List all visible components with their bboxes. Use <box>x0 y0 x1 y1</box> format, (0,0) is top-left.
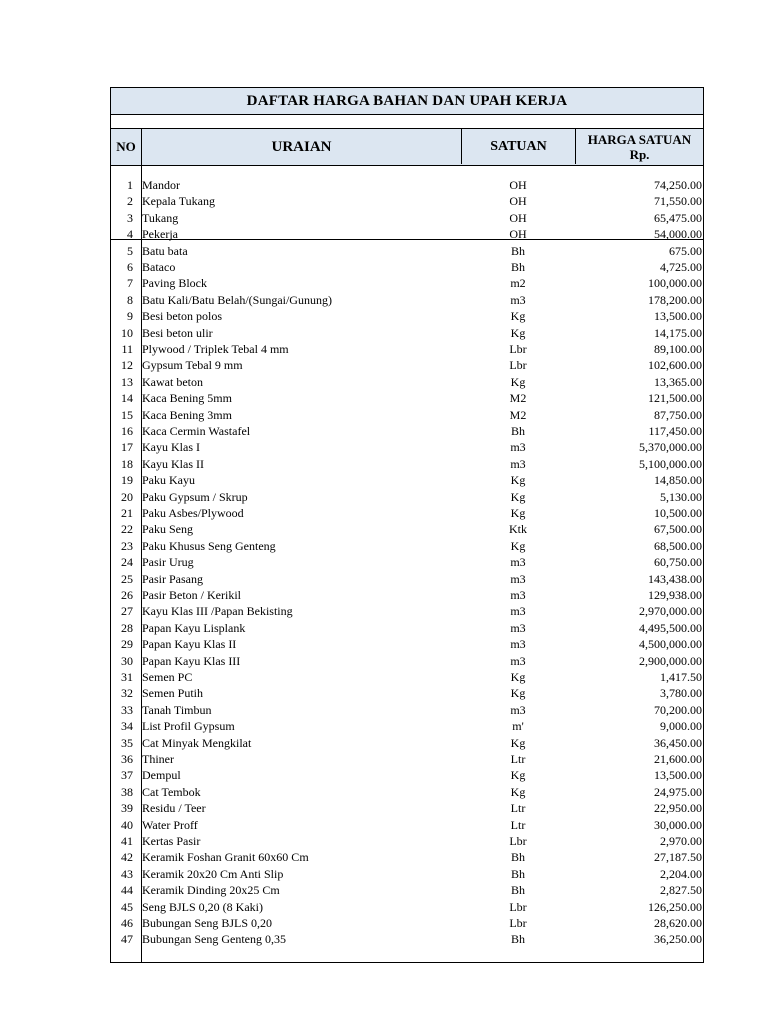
row-unit: Kg <box>510 309 526 324</box>
row-description: Paku Seng <box>142 522 193 537</box>
row-price: 4,725.00 <box>660 260 702 274</box>
row-unit: Kg <box>510 768 526 783</box>
table-row <box>111 259 703 275</box>
table-row <box>111 735 703 751</box>
table-row <box>111 915 703 931</box>
table-row <box>111 571 703 587</box>
table-row <box>111 882 703 898</box>
row-unit: Ltr <box>510 752 526 766</box>
table-row <box>111 357 703 373</box>
table-row <box>111 439 703 455</box>
row-description: Kaca Bening 3mm <box>142 407 232 422</box>
row-description: Batu Kali/Batu Belah/(Sungai/Gunung) <box>142 292 332 307</box>
row-unit: Bh <box>510 883 525 898</box>
row-description: Bubungan Seng BJLS 0,20 <box>142 916 273 930</box>
row-price: 71,550.00 <box>654 194 702 209</box>
row-price: 2,970,000.00 <box>639 604 702 619</box>
row-number: 13 <box>121 374 133 389</box>
row-number: 32 <box>121 686 133 701</box>
row-description: Besi beton polos <box>142 309 222 324</box>
row-unit: m3 <box>510 292 526 307</box>
table-title: DAFTAR HARGA BAHAN DAN UPAH KERJA <box>111 88 703 115</box>
table-row <box>111 800 703 816</box>
row-number: 27 <box>121 604 133 619</box>
row-price: 36,450.00 <box>654 735 702 750</box>
row-number: 17 <box>121 440 133 455</box>
table-row <box>111 636 703 652</box>
row-description: Pasir Urug <box>142 555 194 570</box>
row-description: Seng BJLS 0,20 (8 Kaki) <box>142 899 263 914</box>
row-price: 143,438.00 <box>648 571 702 586</box>
row-number: 21 <box>121 506 133 520</box>
row-price: 100,000.00 <box>648 276 702 291</box>
row-number: 31 <box>121 670 133 684</box>
column-header-no: NO <box>116 139 136 154</box>
row-unit: Bh <box>510 866 525 881</box>
row-number: 18 <box>121 456 133 471</box>
column-divider-unit <box>575 128 576 164</box>
row-description: Papan Kayu Lisplank <box>142 620 246 635</box>
row-number: 20 <box>121 489 133 504</box>
row-number: 36 <box>121 752 133 766</box>
column-header-price-line2: Rp. <box>629 147 650 162</box>
row-number: 41 <box>121 834 133 848</box>
row-description: Water Proff <box>142 817 198 832</box>
row-price: 178,200.00 <box>648 292 702 307</box>
row-description: Residu / Teer <box>142 801 206 816</box>
row-price: 14,850.00 <box>654 473 702 488</box>
row-number: 9 <box>127 309 133 324</box>
table-row <box>111 308 703 324</box>
row-description: Pasir Beton / Kerikil <box>142 588 241 602</box>
table-row <box>111 833 703 849</box>
row-price: 9,000.00 <box>660 719 702 734</box>
column-header-price-line1: HARGA SATUAN <box>587 132 692 147</box>
row-description: Pekerja <box>142 227 178 242</box>
row-unit: m3 <box>510 653 526 668</box>
row-unit: Lbr <box>509 899 527 914</box>
row-price: 2,970.00 <box>660 834 702 848</box>
column-header-description: URAIAN <box>271 138 332 155</box>
table-row <box>111 702 703 718</box>
row-price: 70,200.00 <box>654 702 702 717</box>
row-number: 14 <box>121 391 133 406</box>
row-description: Batu bata <box>142 243 188 258</box>
row-unit: m3 <box>510 440 526 455</box>
row-description: Keramik Dinding 20x25 Cm <box>142 883 280 898</box>
row-price: 5,370,000.00 <box>639 440 702 455</box>
row-unit: m3 <box>510 702 526 717</box>
row-unit: m3 <box>510 620 526 635</box>
table-row <box>111 325 703 341</box>
row-number: 5 <box>127 243 133 258</box>
table-row <box>111 226 703 242</box>
row-description: Pasir Pasang <box>142 571 203 586</box>
row-unit: m3 <box>510 456 526 471</box>
table-row <box>111 390 703 406</box>
table-row <box>111 685 703 701</box>
row-unit: Kg <box>510 325 526 340</box>
row-description: List Profil Gypsum <box>142 719 235 734</box>
table-row <box>111 620 703 636</box>
row-price: 102,600.00 <box>648 358 702 373</box>
row-unit: m3 <box>510 571 526 586</box>
row-description: Kayu Klas I <box>142 440 200 455</box>
table-row <box>111 193 703 209</box>
row-price: 67,500.00 <box>654 522 702 537</box>
row-price: 24,975.00 <box>654 784 702 799</box>
row-price: 1,417.50 <box>660 670 702 684</box>
row-price: 28,620.00 <box>654 916 702 930</box>
row-description: Paku Gypsum / Skrup <box>142 489 248 504</box>
row-price: 30,000.00 <box>654 817 702 832</box>
table-row <box>111 341 703 357</box>
row-description: Thiner <box>142 752 174 766</box>
table-row <box>111 521 703 537</box>
row-price: 3,780.00 <box>660 686 702 701</box>
row-description: Paku Khusus Seng Genteng <box>142 538 276 553</box>
row-unit: Kg <box>510 686 526 701</box>
row-unit: Lbr <box>509 916 527 930</box>
row-price: 60,750.00 <box>654 555 702 570</box>
row-price: 10,500.00 <box>654 506 702 520</box>
row-unit: Kg <box>510 735 526 750</box>
row-number: 3 <box>127 210 133 225</box>
row-number: 39 <box>121 801 133 816</box>
table-row <box>111 767 703 783</box>
row-unit: Kg <box>510 374 526 389</box>
row-price: 4,500,000.00 <box>639 637 702 652</box>
table-row <box>111 423 703 439</box>
column-divider-description <box>461 128 462 164</box>
row-number: 26 <box>121 588 133 602</box>
price-list-table <box>110 87 704 963</box>
table-row <box>111 669 703 685</box>
row-unit: m3 <box>510 604 526 619</box>
row-unit: Bh <box>510 260 525 274</box>
row-description: Besi beton ulir <box>142 325 213 340</box>
table-row <box>111 210 703 226</box>
row-unit: Kg <box>510 784 526 799</box>
row-price: 27,187.50 <box>654 850 702 865</box>
table-row <box>111 653 703 669</box>
row-unit: M2 <box>509 391 527 406</box>
row-unit: Lbr <box>509 358 527 373</box>
row-number: 15 <box>121 407 133 422</box>
row-price: 13,500.00 <box>654 309 702 324</box>
row-unit: OH <box>509 178 527 192</box>
row-number: 34 <box>121 719 133 734</box>
row-unit: OH <box>509 194 527 209</box>
table-row <box>111 718 703 734</box>
table-header-row <box>111 128 703 166</box>
row-description: Tukang <box>142 210 179 225</box>
row-unit: Ltr <box>510 801 526 816</box>
row-unit: Bh <box>510 850 525 865</box>
row-description: Cat Minyak Mengkilat <box>142 735 252 750</box>
row-description: Kaca Cermin Wastafel <box>142 424 251 438</box>
row-price: 121,500.00 <box>648 391 702 406</box>
row-number: 29 <box>121 637 133 652</box>
row-price: 65,475.00 <box>654 210 702 225</box>
row-number: 25 <box>121 571 133 586</box>
table-row <box>111 554 703 570</box>
row-description: Paku Asbes/Plywood <box>142 506 244 520</box>
row-description: Kaca Bening 5mm <box>142 391 232 406</box>
table-row <box>111 275 703 291</box>
row-unit: OH <box>509 210 527 225</box>
row-price: 22,950.00 <box>654 801 702 816</box>
row-unit: Lbr <box>509 834 527 848</box>
row-price: 2,827.50 <box>660 883 702 898</box>
row-price: 21,600.00 <box>654 752 702 766</box>
row-unit: m' <box>512 719 524 734</box>
row-number: 30 <box>121 653 133 668</box>
row-description: Kertas Pasir <box>142 834 201 848</box>
row-unit: m3 <box>510 588 526 602</box>
row-number: 2 <box>127 194 133 209</box>
table-row <box>111 243 703 259</box>
row-description: Keramik 20x20 Cm Anti Slip <box>142 866 284 881</box>
row-number: 44 <box>121 883 133 898</box>
table-row <box>111 849 703 865</box>
row-number: 10 <box>121 325 133 340</box>
table-row <box>111 751 703 767</box>
row-unit: m3 <box>510 637 526 652</box>
table-row <box>111 866 703 882</box>
row-price: 2,204.00 <box>660 866 702 881</box>
column-header-unit: SATUAN <box>490 139 547 154</box>
row-unit: Kg <box>510 473 526 488</box>
row-unit: M2 <box>509 407 527 422</box>
row-number: 11 <box>121 342 133 356</box>
row-description: Keramik Foshan Granit 60x60 Cm <box>142 850 309 865</box>
table-row <box>111 931 703 947</box>
row-unit: Kg <box>510 489 526 504</box>
table-row <box>111 177 703 193</box>
row-price: 14,175.00 <box>654 325 702 340</box>
row-number: 43 <box>121 866 133 881</box>
row-price: 13,500.00 <box>654 768 702 783</box>
row-description: Kayu Klas II <box>142 456 204 471</box>
row-description: Cat Tembok <box>142 784 201 799</box>
row-price: 129,938.00 <box>648 588 702 602</box>
row-number: 45 <box>121 899 133 914</box>
row-price: 117,450.00 <box>648 424 702 438</box>
row-number: 16 <box>121 424 133 438</box>
row-number: 38 <box>121 784 133 799</box>
row-number: 46 <box>121 916 133 930</box>
row-description: Semen Putih <box>142 686 204 701</box>
row-number: 12 <box>121 358 133 373</box>
row-description: Bataco <box>142 260 176 274</box>
row-price: 54,000.00 <box>654 227 702 242</box>
row-unit: Bh <box>510 424 525 438</box>
row-price: 68,500.00 <box>654 538 702 553</box>
table-row <box>111 374 703 390</box>
row-unit: Ltr <box>510 817 526 832</box>
row-number: 1 <box>127 178 133 192</box>
row-unit: Kg <box>510 506 526 520</box>
table-row <box>111 505 703 521</box>
row-number: 47 <box>121 932 133 947</box>
row-description: Kayu Klas III /Papan Bekisting <box>142 604 293 619</box>
row-unit: Lbr <box>509 342 527 356</box>
row-description: Bubungan Seng Genteng 0,35 <box>142 932 286 947</box>
row-price: 2,900,000.00 <box>639 653 702 668</box>
row-description: Papan Kayu Klas III <box>142 653 241 668</box>
row-number: 23 <box>121 538 133 553</box>
row-description: Papan Kayu Klas II <box>142 637 237 652</box>
row-number: 42 <box>121 850 133 865</box>
row-description: Paving Block <box>142 276 207 291</box>
row-description: Mandor <box>142 178 180 192</box>
column-header-price <box>576 129 703 165</box>
table-row <box>111 292 703 308</box>
row-description: Tanah Timbun <box>142 702 212 717</box>
row-price: 36,250.00 <box>654 932 702 947</box>
table-row <box>111 538 703 554</box>
table-row <box>111 817 703 833</box>
row-unit: Ktk <box>509 522 527 537</box>
row-price: 87,750.00 <box>654 407 702 422</box>
row-number: 40 <box>121 817 133 832</box>
row-number: 28 <box>121 620 133 635</box>
row-price: 74,250.00 <box>654 178 702 192</box>
table-row <box>111 784 703 800</box>
row-number: 35 <box>121 735 133 750</box>
row-number: 4 <box>127 227 133 242</box>
row-number: 24 <box>121 555 133 570</box>
row-unit: m2 <box>510 276 526 291</box>
row-number: 37 <box>121 768 133 783</box>
row-number: 33 <box>121 702 133 717</box>
table-row <box>111 456 703 472</box>
row-description: Semen PC <box>142 670 193 684</box>
row-number: 19 <box>121 473 133 488</box>
row-number: 6 <box>127 260 133 274</box>
row-description: Gypsum Tebal 9 mm <box>142 358 243 373</box>
row-unit: m3 <box>510 555 526 570</box>
row-description: Kepala Tukang <box>142 194 215 209</box>
table-row <box>111 407 703 423</box>
table-row <box>111 899 703 915</box>
row-unit: OH <box>509 227 527 242</box>
row-price: 4,495,500.00 <box>639 620 702 635</box>
row-unit: Kg <box>510 670 526 684</box>
row-unit: Bh <box>510 243 525 258</box>
table-row <box>111 587 703 603</box>
row-price: 675.00 <box>669 243 702 258</box>
row-price: 126,250.00 <box>648 899 702 914</box>
table-row <box>111 489 703 505</box>
row-number: 8 <box>127 292 133 307</box>
row-price: 5,100,000.00 <box>639 456 702 471</box>
row-unit: Kg <box>510 538 526 553</box>
row-number: 22 <box>121 522 133 537</box>
row-description: Dempul <box>142 768 181 783</box>
row-price: 5,130.00 <box>660 489 702 504</box>
table-row <box>111 603 703 619</box>
row-description: Paku Kayu <box>142 473 195 488</box>
table-row <box>111 472 703 488</box>
row-description: Kawat beton <box>142 374 203 389</box>
row-unit: Bh <box>510 932 525 947</box>
row-price: 89,100.00 <box>654 342 702 356</box>
row-price: 13,365.00 <box>654 374 702 389</box>
row-number: 7 <box>127 276 133 291</box>
row-description: Plywood / Triplek Tebal 4 mm <box>142 342 289 356</box>
